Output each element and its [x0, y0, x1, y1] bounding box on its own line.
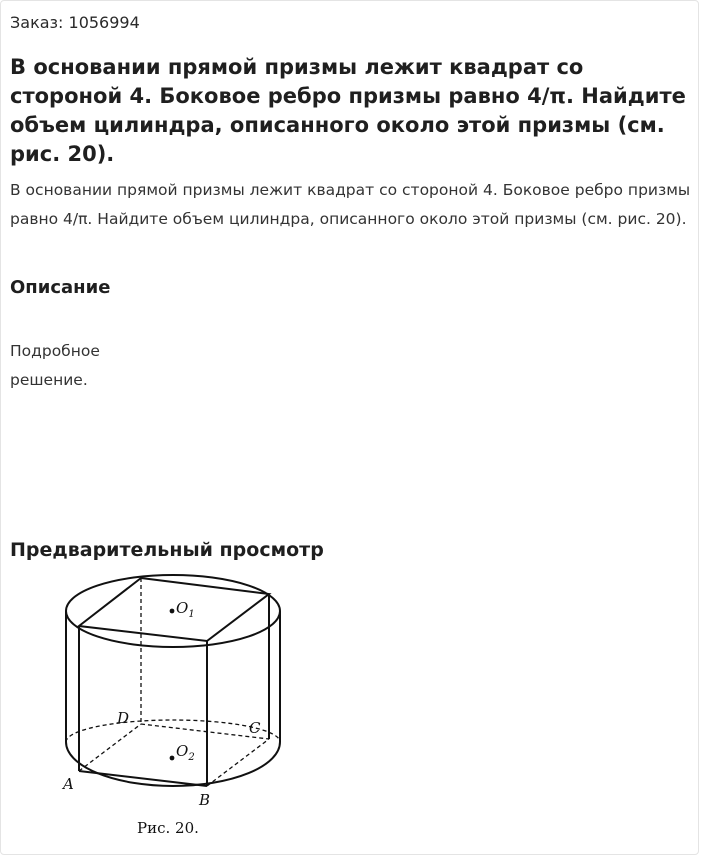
task-title: В основании прямой призмы лежит квадрат со стороной 4. Боковое ребро призмы равно 4/π. Найдите объем цилиндра, описанного около этой призмы (см. рис. 20). [10, 55, 686, 166]
preview-heading: Предварительный просмотр [10, 539, 324, 561]
description-heading: Описание [10, 277, 111, 298]
description-line-2: решение. [10, 371, 88, 389]
description-line-1: Подробное [10, 342, 100, 360]
bottom-ellipse-front [66, 742, 280, 786]
cylinder-prism-drawing [41, 567, 321, 845]
label-a: A [63, 775, 74, 793]
edge-ad [79, 724, 141, 771]
description-text [10, 337, 210, 395]
order-number: Заказ: 1056994 [10, 13, 140, 32]
preview-figure [41, 567, 321, 845]
label-b: B [199, 791, 211, 809]
edge-bc [207, 739, 269, 786]
bottom-ellipse-back [66, 720, 280, 742]
figure-caption: Рис. 20. [137, 819, 199, 837]
point-o1 [170, 609, 175, 614]
label-c: C [249, 719, 261, 737]
label-o1: $O_1$ [176, 599, 195, 620]
top-square [79, 578, 269, 641]
point-o2 [170, 756, 175, 761]
label-o2: $O_2$ [176, 742, 195, 763]
label-d: D [117, 709, 130, 727]
task-text: В основании прямой призмы лежит квадрат со стороной 4. Боковое ребро призмы равно 4/π. Найдите объем цилиндра, описанного около этой призмы (см. рис. 20). [10, 181, 691, 228]
